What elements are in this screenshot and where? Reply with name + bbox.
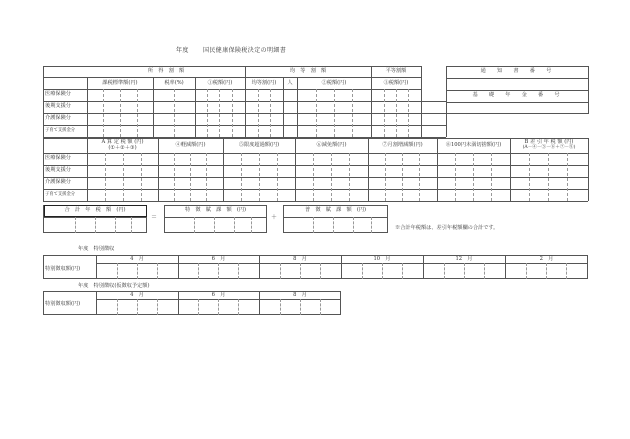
month-jun: 6 月 — [211, 292, 226, 298]
month-aug: 8 月 — [293, 292, 307, 298]
row-medical: 医療保険分 — [45, 155, 71, 161]
ordinary-collection-label: 普 徴 賦 課 額 (円) — [304, 207, 367, 213]
col-per-capita: 均等割(円) — [251, 80, 277, 86]
col-a-line1: A 算 定 税 額 (円) — [101, 139, 144, 145]
row-child-support: 子育て支援金分 — [45, 128, 76, 133]
col-tax-3: ③税額(円) — [383, 80, 409, 86]
special-collection-label: 特 徴 賦 課 額 (円) — [184, 207, 247, 213]
col-b-line1: B 差 引 年 税 額 (円) — [524, 139, 574, 145]
month-jun: 6 月 — [211, 256, 226, 262]
annual-total-label: 合 計 年 税 額 (円) — [64, 207, 126, 213]
col-exemption: ⑥減免額(円) — [316, 142, 347, 148]
special-heading: 年度 特別徴収 — [78, 246, 115, 252]
col-rounding: ⑧100円未満切捨額(円) — [445, 142, 502, 148]
provisional-heading: 年度 特別徴収(仮徴収予定額) — [78, 283, 150, 289]
col-tax-rate: 税率(%) — [164, 80, 184, 86]
provisional-row-label: 特別徴収額(円) — [45, 301, 81, 307]
col-tax-1: ①税額(円) — [207, 80, 233, 86]
col-monthly-adjust: ⑦月割増減額(円) — [382, 142, 423, 148]
title-year: 年度 — [176, 47, 189, 54]
row-medical: 医療保険分 — [45, 91, 71, 97]
month-feb: 2 月 — [539, 256, 554, 262]
col-reduction: ④軽減額(円) — [175, 142, 206, 148]
month-oct: 10 月 — [373, 256, 391, 262]
special-row-label: 特別徴収額(円) — [45, 266, 81, 272]
row-nursing-care: 介護保険分 — [45, 179, 71, 185]
col-limit-excess: ⑤限度超過額(円) — [238, 142, 280, 148]
col-tax-2: ②税額(円) — [321, 80, 347, 86]
col-tax-base: 課税標準額(円) — [102, 80, 138, 86]
plus-sign: ＋ — [271, 214, 278, 221]
notice-number-label: 通 知 書 番 号 — [480, 68, 555, 74]
row-elderly-support: 後期支援分 — [45, 167, 71, 173]
group-income: 所 得 割 額 — [147, 68, 185, 74]
month-apr: 4 月 — [130, 256, 144, 262]
group-per-capita: 均 等 割 額 — [289, 68, 327, 74]
month-apr: 4 月 — [130, 292, 144, 298]
month-aug: 8 月 — [293, 256, 307, 262]
pension-number-label: 基 礎 年 金 番 号 — [472, 92, 563, 98]
col-a-line2: (①＋②＋③) — [108, 145, 137, 151]
col-b-line2: (A－④－⑤－⑥＋⑦－⑧) — [522, 145, 576, 150]
row-child-support: 子育て支援金分 — [45, 192, 76, 197]
group-household: 平等割額 — [385, 68, 407, 74]
totals-note: ※合計年税額は、差引年税額欄の合計です。 — [395, 225, 499, 231]
row-elderly-support: 後期支援分 — [45, 103, 71, 109]
equals-sign: ＝ — [151, 214, 158, 221]
row-nursing-care: 介護保険分 — [45, 115, 71, 121]
col-persons: 人 — [287, 80, 293, 86]
month-dec: 12 月 — [455, 256, 473, 262]
page-title: 国民健康保険税決定の明細書 — [203, 47, 287, 54]
